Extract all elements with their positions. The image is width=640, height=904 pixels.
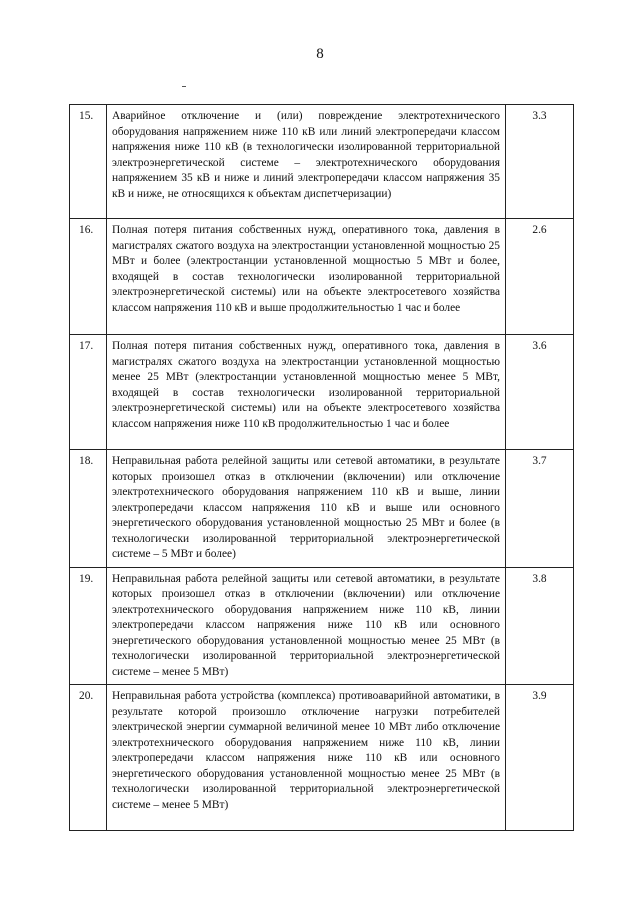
row-number: 17. [70, 335, 107, 450]
row-code: 3.6 [506, 335, 574, 450]
row-description: Неправильная работа релейной защиты или сетевой автоматики, в результате которых произошел отказ в отключении (включении) или отключение электротехнического оборудования напряжением 110 кВ и выше, линии электропередачи классом напряжения 110 кВ и выше или основного энергетического оборудования установленной мощностью 25 МВт и более (в технологически изолированной территориальной электроэнергетической системе – 5 МВт и более) [107, 450, 506, 568]
row-code: 3.7 [506, 450, 574, 568]
incident-table [69, 104, 574, 831]
row-code: 3.8 [506, 567, 574, 685]
row-code: 3.3 [506, 105, 574, 219]
row-code: 3.9 [506, 685, 574, 831]
row-description: Неправильная работа устройства (комплекса) противоаварийной автоматики, в результате которой произошло отключение нагрузки потребителей электрической энергии суммарной величиной менее 10 МВт либо отключение электротехнического оборудования напряжением ниже 110 кВ, линии электропередачи классом напряжения ниже 110 кВ или основного энергетического оборудования установленной мощностью менее 25 МВт (в технологически изолированной территориальной электроэнергетической системе – менее 5 МВт) [107, 685, 506, 831]
row-number: 19. [70, 567, 107, 685]
row-number: 20. [70, 685, 107, 831]
table-row [70, 450, 574, 568]
row-description: Полная потеря питания собственных нужд, оперативного тока, давления в магистралях сжатого воздуха на электростанции установленной мощностью 25 МВт и более (электростанции установленной мощностью 5 МВт и более, входящей в состав технологически изолированной территориальной электроэнергетической системы) или на объекте электросетевого хозяйства классом напряжения 110 кВ и выше продолжительностью 1 час и более [107, 219, 506, 335]
page-number: 8 [316, 46, 324, 62]
table-row [70, 219, 574, 335]
table-row [70, 685, 574, 831]
table-row [70, 567, 574, 685]
table-row [70, 335, 574, 450]
row-description: Аварийное отключение и (или) повреждение электротехнического оборудования напряжением ниже 110 кВ или линий электропередачи классом напряжения ниже 110 кВ (в технологически изолированной территориальной электроэнергетической системе – электротехнического оборудования напряжением 35 кВ и ниже и линий электропередачи классом напряжения 35 кВ и ниже, не относящихся к объектам диспетчеризации) [107, 105, 506, 219]
row-code: 2.6 [506, 219, 574, 335]
row-number: 16. [70, 219, 107, 335]
row-number: 15. [70, 105, 107, 219]
scan-artifact [182, 86, 186, 87]
row-description: Неправильная работа релейной защиты или сетевой автоматики, в результате которых произошел отказ в отключении (включении) или отключение электротехнического оборудования напряжением ниже 110 кВ, линии электропередачи классом напряжения ниже 110 кВ или основного энергетического оборудования установленной мощностью менее 25 МВт (в технологически изолированной территориальной электроэнергетической системе – менее 5 МВт) [107, 567, 506, 685]
table-row [70, 105, 574, 219]
row-number: 18. [70, 450, 107, 568]
row-description: Полная потеря питания собственных нужд, оперативного тока, давления в магистралях сжатого воздуха на электростанции установленной мощностью менее 25 МВт (электростанции установленной мощностью менее 5 МВт, входящей в состав технологически изолированной территориальной электроэнергетической системы) или на объекте электросетевого хозяйства классом напряжения ниже 110 кВ продолжительностью 1 час и более [107, 335, 506, 450]
